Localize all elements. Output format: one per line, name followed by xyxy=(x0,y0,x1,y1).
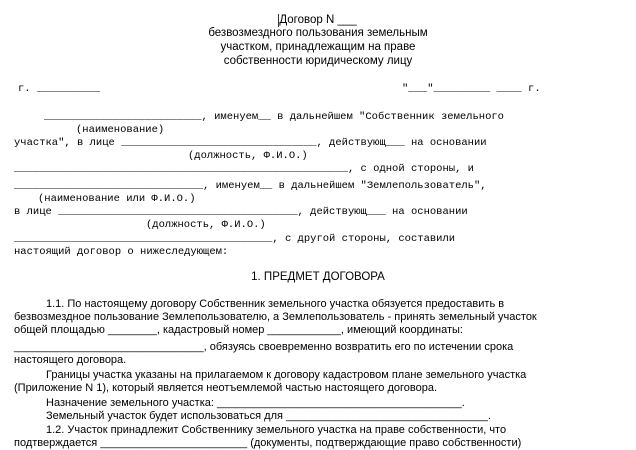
contract-subtitle-line-3: собственности юридическому лицу xyxy=(223,55,413,67)
owner-name-hint: (наименование) xyxy=(76,124,165,136)
contract-subtitle-line-2: участком, принадлежащим на праве xyxy=(220,41,416,53)
land-purpose-line: Назначение земельного участка: ________________________________________. xyxy=(46,397,465,409)
contract-title: Договор N ___ xyxy=(279,14,357,26)
owner-basis-line: _____________________________________________________, с одной стороны, и xyxy=(14,163,474,175)
date-field: "___"_________ ____ г. xyxy=(402,83,541,95)
preamble-closing: настоящий договор о нижеследующем: xyxy=(14,246,229,258)
user-basis-line: _________________________________________, с другой стороны, составили xyxy=(14,233,456,245)
clause-1-1-line-3: общей площадью ________, кадастровый номер ____________, имеющий координаты: xyxy=(14,324,463,336)
section-1-title: 1. ПРЕДМЕТ ДОГОВОРА xyxy=(251,271,385,283)
owner-representative-line: участка", в лице _______________________________, действующ___ на основании xyxy=(14,137,487,149)
land-use-line: Земельный участок будет использоваться для _________________________________. xyxy=(46,410,491,422)
clause-1-2-line-1: 1.2. Участок принадлежит Собственнику земельного участка на праве собственности, что xyxy=(46,424,507,436)
clause-1-1-line-2: безвозмездное пользование Землепользователю, а Землепользователь - принять земельный участок xyxy=(14,311,537,323)
user-name-hint: (наименование или Ф.И.О.) xyxy=(38,193,196,205)
boundaries-line-1: Границы участка указаны на прилагаемом к договору кадастровом плане земельного участка xyxy=(46,369,527,381)
owner-representative-hint: (должность, Ф.И.О.) xyxy=(188,150,308,162)
user-representative-line: в лице ______________________________________, действующ___ на основании xyxy=(14,206,468,218)
user-representative-hint: (должность, Ф.И.О.) xyxy=(146,219,266,231)
city-field: г. __________ xyxy=(18,83,100,95)
clause-1-1-line-4: _______________________________, обязуясь своевременно возвратить его по истечении срока xyxy=(14,341,514,353)
user-name-line: ______________________________, именуем__ в дальнейшем "Землепользователь", xyxy=(14,180,487,192)
owner-name-line: _________________________, именуем__ в дальнейшем "Собственник земельного xyxy=(44,111,504,123)
contract-subtitle-line-1: безвозмездного пользования земельным xyxy=(208,27,428,39)
clause-1-1-line-5: настоящего договора. xyxy=(14,354,127,366)
boundaries-line-2: (Приложение N 1), который является неотъемлемой частью настоящего договора. xyxy=(14,382,438,394)
clause-1-1-line-1: 1.1. По настоящему договору Собственник земельного участка обязуется предоставить в xyxy=(46,298,505,310)
clause-1-2-line-2: подтверждается ________________________ (документы, подтверждающие право собственности) xyxy=(14,437,522,449)
